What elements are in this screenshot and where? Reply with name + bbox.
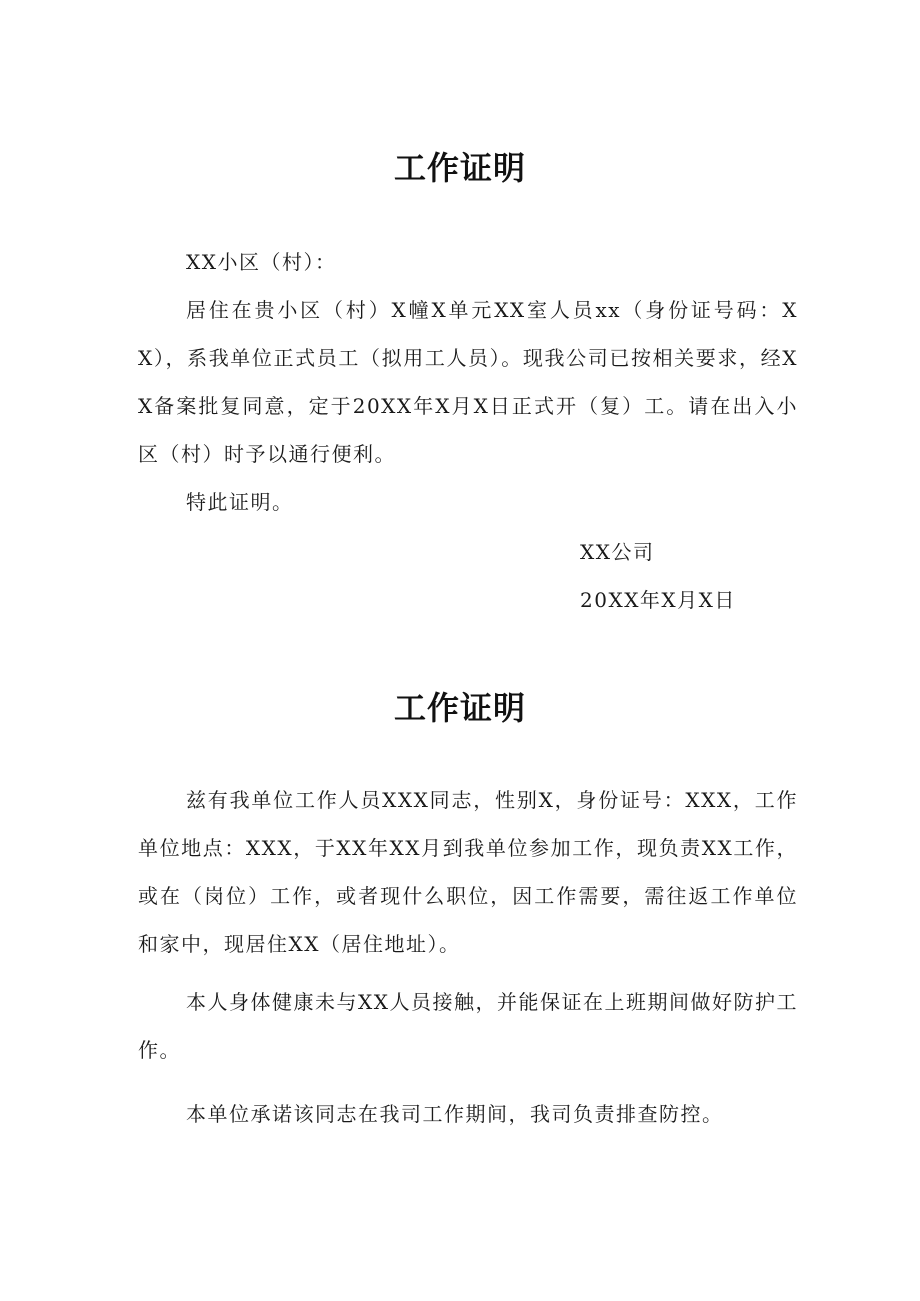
certificate-1-title: 工作证明 bbox=[393, 149, 526, 187]
certificate-1-company: XX公司 bbox=[580, 540, 655, 564]
certificate-2-paragraph-1: 兹有我单位工作人员XXX同志，性别X，身份证号：XXX，工作单位地点：XXX，于XX年XX月到我单位参加工作，现负责XX工作，或在（岗位）工作，或者现什么职位，因工作需要，需往返工作单位和家中，现居住XX（居住地址）。 bbox=[138, 788, 798, 956]
certificate-2-paragraph-3: 本单位承诺该同志在我司工作期间，我司负责排查防控。 bbox=[186, 1102, 724, 1126]
certificate-2-paragraph-2: 本人身体健康未与XX人员接触，并能保证在上班期间做好防护工作。 bbox=[138, 990, 798, 1062]
certificate-2-title: 工作证明 bbox=[393, 689, 526, 727]
certificate-1-salutation: XX小区（村）： bbox=[186, 250, 337, 274]
certificate-1-body: 居住在贵小区（村）X幢X单元XX室人员xx（身份证号码：XX），系我单位正式员工（拟用工人员）。现我公司已按相关要求，经XX备案批复同意，定于20XX年X月X日正式开（复）工。请在出入小区（村）时予以通行便利。 bbox=[138, 298, 798, 466]
certificate-1-date: 20XX年X月X日 bbox=[580, 588, 736, 612]
certificate-1-closing: 特此证明。 bbox=[186, 490, 294, 514]
